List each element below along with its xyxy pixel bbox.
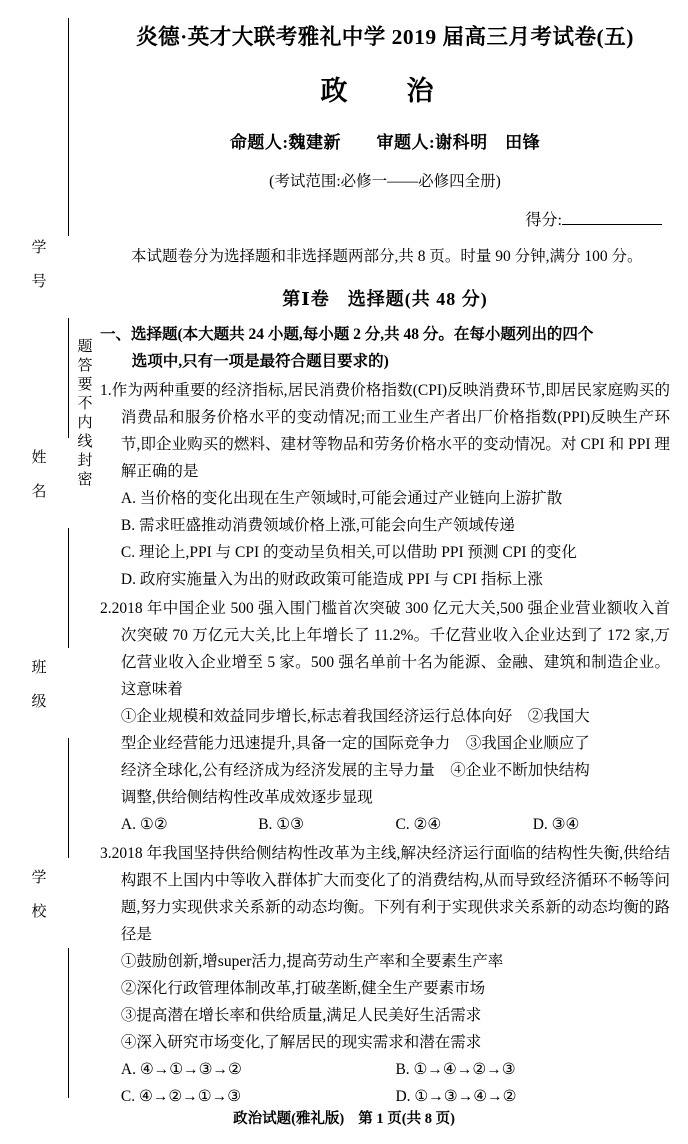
score-blank[interactable] (562, 210, 662, 225)
footer-page-number: 第 1 页(共 8 页) (358, 1111, 455, 1127)
seal-rule-segment (68, 318, 69, 438)
question-3-subitem-4: ④深入研究市场变化,了解居民的现实需求和潜在需求 (120, 1034, 482, 1051)
seal-label-name: 姓 名 (31, 450, 47, 500)
question-3-options-row1 (100, 1056, 670, 1083)
juan1-type: 选择题(共 48 分) (347, 289, 488, 309)
subject-title: 政 治 (320, 76, 450, 106)
page-footer (0, 1107, 688, 1128)
paper-body (100, 16, 670, 1110)
seal-label-student-id: 学 号 (31, 240, 47, 290)
seal-column (18, 18, 96, 1118)
question-3-option-c[interactable]: C. ④→②→①→③ (120, 1088, 242, 1105)
question-2-option-d[interactable]: D. ③④ (532, 816, 580, 833)
question-2-option-a[interactable]: A. ①② (120, 816, 168, 833)
seal-rule-segment (68, 18, 69, 236)
question-3 (100, 840, 670, 1056)
section-juan1-title (100, 285, 670, 311)
question-2-option-b[interactable]: B. ①③ (258, 816, 305, 833)
question-2-options (100, 811, 670, 838)
score-field (100, 207, 670, 230)
question-2-stem: 2018 年中国企业 500 强入围门槛首次突破 300 亿元大关,500 强企业营业额收入首次突破 70 万亿元大关,比上年增长了 11.2%。千亿营业收入企业达到了 172 家,万亿营业收入企业增至 5 家。500 强名单前十名为能源、金融、建筑和制造企业。这意味着 (111, 600, 670, 698)
question-1-option-a[interactable]: A. 当价格的变化出现在生产领域时,可能会通过产业链向上游扩散 (120, 490, 563, 507)
page-title: 炎德·英才大联考雅礼中学 2019 届高三月考试卷(五) (136, 25, 634, 49)
score-label: 得分: (525, 212, 562, 229)
question-2-number: 2. (100, 600, 112, 617)
question-3-options-row2 (100, 1083, 670, 1110)
exam-scope: (考试范围:必修一——必修四全册) (269, 173, 501, 190)
seal-rule-segment (68, 528, 69, 648)
seal-note-vertical: 题 答 要 不 内 线 封 密 (77, 339, 93, 488)
seal-label-class: 班 级 (31, 660, 47, 710)
intro-paragraph: 本试题卷分为选择题和非选择题两部分,共 8 页。时量 90 分钟,满分 100 分。 (131, 248, 643, 265)
question-1-option-b[interactable]: B. 需求旺盛推动消费领域价格上涨,可能会向生产领域传递 (120, 517, 515, 534)
question-1-stem: 作为两种重要的经济指标,居民消费价格指数(CPI)反映消费环节,即居民家庭购买的消费品和服务价格水平的变动情况;而工业生产者出厂价格指数(PPI)反映生产环节,即企业购买的燃料、建材等物品和劳务价格水平的变动情况。对 CPI 和 PPI 理解正确的是 (111, 382, 670, 480)
juan1-label: 第Ⅰ卷 (282, 289, 330, 309)
question-2-subitem-3: 经济全球化,公有经济成为经济发展的主导力量 ④企业不断加快结构 (120, 762, 590, 779)
question-3-number: 3. (100, 845, 112, 862)
question-1-option-c[interactable]: C. 理论上,PPI 与 CPI 的变动呈负相关,可以借助 PPI 预测 CPI 的变化 (120, 544, 577, 561)
seal-label-school: 学 校 (31, 870, 47, 920)
question-2 (100, 595, 670, 811)
question-3-subitem-3: ③提高潜在增长率和供给质量,满足人民美好生活需求 (120, 1007, 482, 1024)
section-head-line1: 一、选择题(本大题共 24 小题,每小题 2 分,共 48 分。在每小题列出的四个 (100, 326, 594, 343)
question-3-subitem-2: ②深化行政管理体制改革,打破垄断,健全生产要素市场 (120, 980, 486, 997)
question-2-subitem-4: 调整,供给侧结构性改革成效逐步显现 (120, 789, 373, 806)
seal-rule-segment (68, 948, 69, 1098)
question-1-option-d[interactable]: D. 政府实施量入为出的财政政策可能造成 PPI 与 CPI 指标上涨 (120, 571, 543, 588)
footer-version: (雅礼版) (291, 1111, 345, 1127)
authors-line (100, 128, 670, 153)
proposer-label: 命题人:魏建新 (229, 133, 341, 152)
question-2-subitem-1: ①企业规模和效益同步增长,标志着我国经济运行总体向好 ②我国大 (120, 708, 590, 725)
section-head-line2: 选项中,只有一项是最符合题目要求的) (131, 353, 389, 370)
seal-rule-segment (68, 738, 69, 858)
section-head (100, 321, 670, 375)
question-3-option-a[interactable]: A. ④→①→③→② (120, 1061, 242, 1078)
question-3-subitem-1: ①鼓励创新,增super活力,提高劳动生产率和全要素生产率 (120, 953, 504, 970)
question-3-stem: 2018 年我国坚持供给侧结构性改革为主线,解决经济运行面临的结构性失衡,供给结构跟不上国内中等收入群体扩大而变化了的消费结构,从而导致经济循环不畅等问题,努力实现供求关系新的动态均衡。下列有利于实现供求关系新的动态均衡的路径是 (111, 845, 670, 943)
question-3-option-b[interactable]: B. ①→④→②→③ (395, 1061, 516, 1078)
question-1-number: 1. (100, 382, 112, 399)
question-1 (100, 377, 670, 593)
reviewer-label: 审题人:谢科明 田锋 (376, 133, 541, 152)
question-2-subitem-2: 型企业经营能力迅速提升,具备一定的国际竞争力 ③我国企业顺应了 (120, 735, 590, 752)
question-3-option-d[interactable]: D. ①→③→④→② (395, 1088, 517, 1105)
footer-subject: 政治试题 (233, 1111, 292, 1127)
question-2-option-c[interactable]: C. ②④ (395, 816, 442, 833)
